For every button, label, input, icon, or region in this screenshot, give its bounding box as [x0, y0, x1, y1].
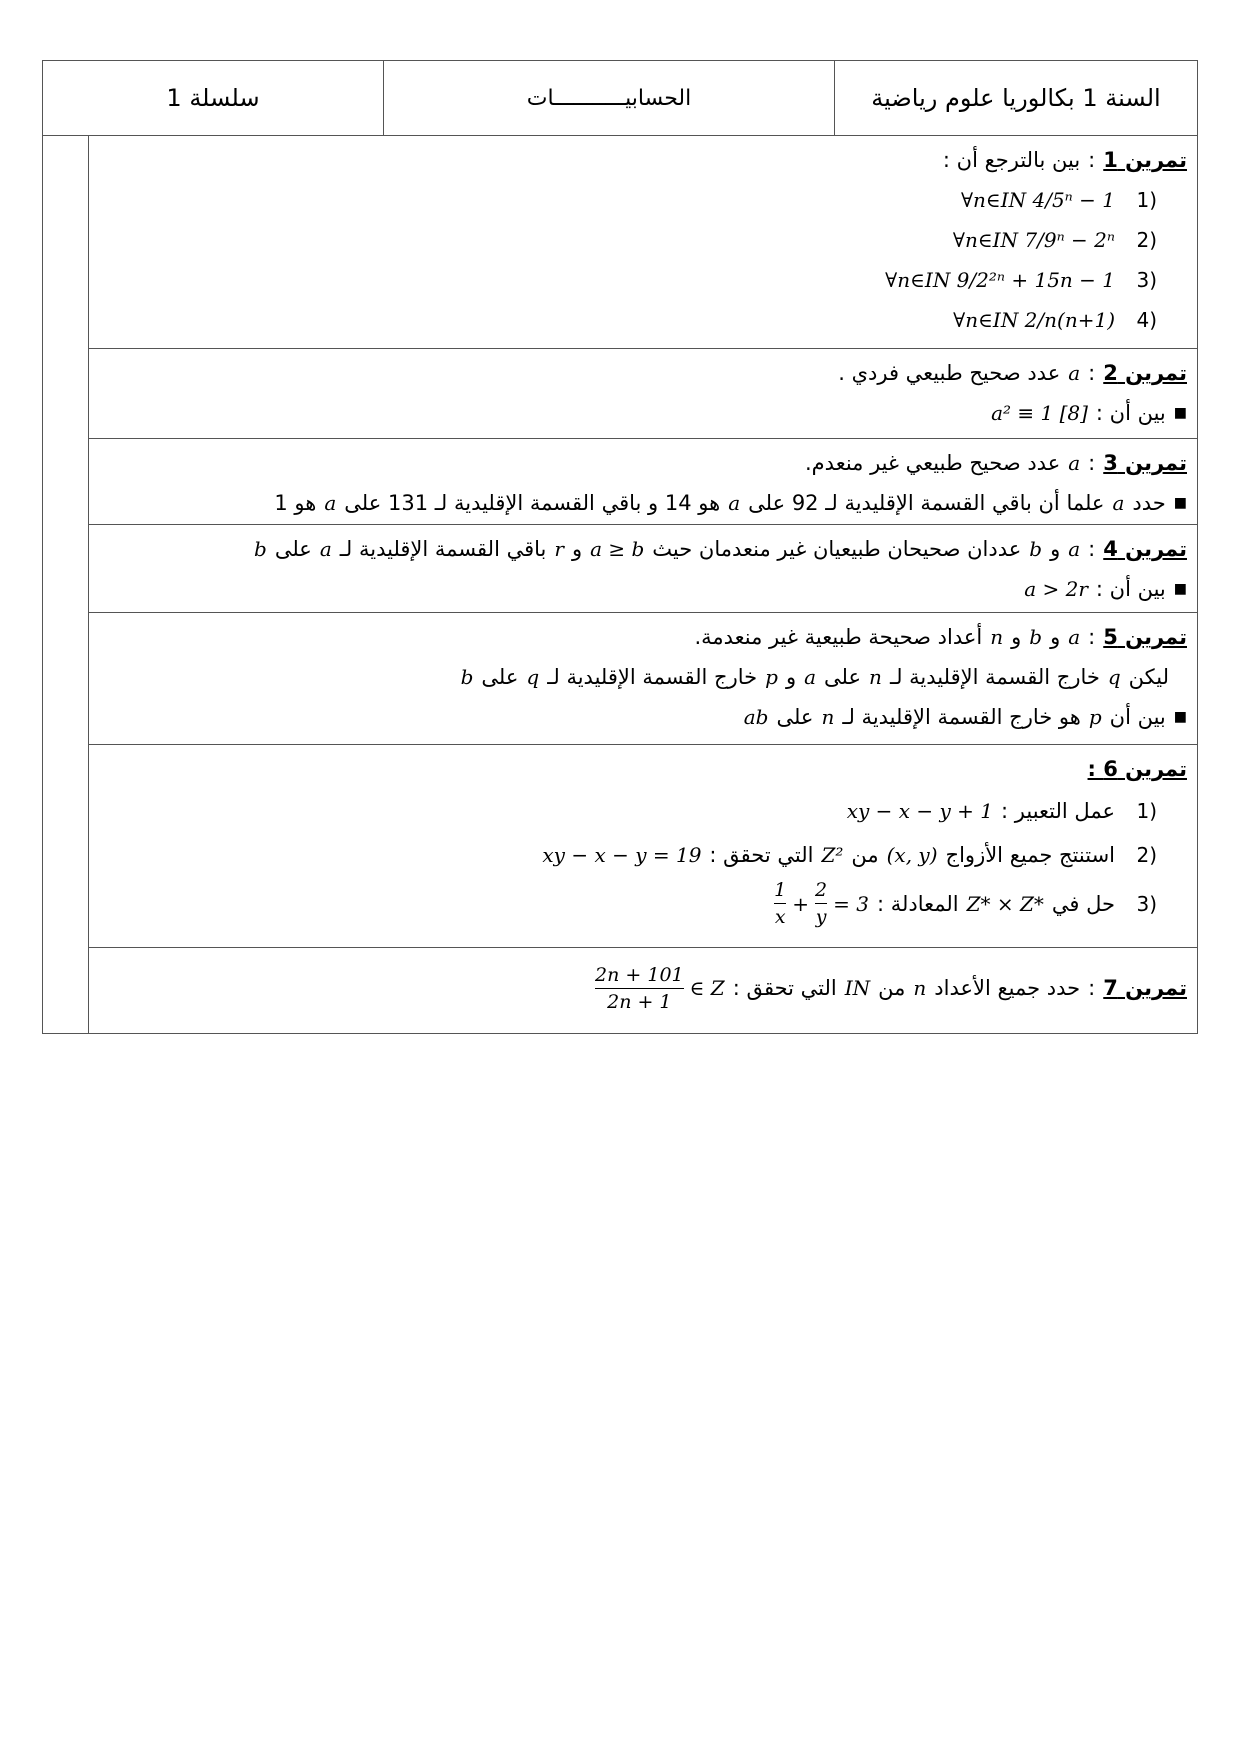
exercise-7-title: تمرين 7 [1103, 976, 1187, 1000]
exercise-4: تمرين 4 : a و b عددان صحيحان طبيعيان غير منعدمان حيث a ≥ b و r باقي القسمة الإقليدية لـ a على b ■ بين أن : a > 2r [89, 525, 1197, 613]
level-cell: السنة 1 بكالوريا علوم رياضية [834, 61, 1197, 135]
series-cell: سلسلة 1 [166, 84, 260, 112]
header-table [42, 60, 1198, 136]
exercise-1-intro: بين بالترجع أن : [942, 148, 1081, 172]
topic-cell: الحسابيـــــــــــات [383, 61, 834, 135]
margin-column [43, 136, 89, 1033]
exercise-1-item: (4 ∀n∈IN 2/n(n+1) [953, 308, 1157, 332]
exercise-3-title: تمرين 3 [1103, 451, 1187, 475]
exercises-table [42, 136, 1198, 1034]
exercise-1-item: (1 ∀n∈IN 4/5ⁿ − 1 [960, 188, 1157, 212]
fraction: $\frac{1}{x}$ [774, 879, 787, 928]
bullet-icon: ■ [1173, 709, 1187, 725]
fraction: $\frac{2n + 101}{2n + 1}$ [595, 963, 684, 1013]
exercise-7: تمرين 7 : حدد جميع الأعداد n من IN التي تحقق : $\frac{2n + 101}{2n + 1}$ ∈ Z [89, 948, 1197, 1034]
exercise-6-title: تمرين 6 : [1087, 757, 1187, 781]
exercise-3: تمرين 3 : a عدد صحيح طبيعي غير منعدم. ■ حدد a علما أن باقي القسمة الإقليدية لـ 92 على a هو 14 و باقي القسمة الإقليدية لـ 131 على a هو 1 [89, 439, 1197, 525]
exercise-6: تمرين 6 : (1 عمل التعبير : xy − x − y + 1 (2 استنتج جميع الأزواج (x, y) من Z² التي تحقق : xy − x − y = 19 (3 حل في Z* × Z* المعادلة : $\frac{1}{x}$ + $\frac{2}{y}$ = 3 [89, 745, 1197, 948]
exercise-1-item: (2 ∀n∈IN 7/9ⁿ − 2ⁿ [952, 228, 1157, 252]
exercise-1-title: تمرين 1 [1103, 148, 1187, 172]
bullet-icon: ■ [1173, 581, 1187, 597]
equation: $\frac{1}{x}$ + $\frac{2}{y}$ = 3 [774, 879, 869, 928]
exercise-2-title: تمرين 2 [1103, 361, 1187, 385]
bullet-icon: ■ [1173, 495, 1187, 511]
bullet-icon: ■ [1173, 405, 1187, 421]
exercise-2: تمرين 2 : a عدد صحيح طبيعي فردي . ■ بين أن : a² ≡ 1 [8] [89, 349, 1197, 439]
exercise-4-title: تمرين 4 [1103, 537, 1187, 561]
fraction: $\frac{2}{y}$ [815, 879, 828, 928]
exercise-1-item: (3 ∀n∈IN 9/2²ⁿ + 15n − 1 [885, 268, 1157, 292]
exercise-1: تمرين 1 : بين بالترجع أن : (1 ∀n∈IN 4/5ⁿ − 1 (2 ∀n∈IN 7/9ⁿ − 2ⁿ (3 ∀n∈IN 9/2²ⁿ + 15n − 1 (4 ∀n∈IN 2/n(n+1) [89, 136, 1197, 349]
condition: $\frac{2n + 101}{2n + 1}$ ∈ Z [595, 963, 725, 1013]
exercise-5: تمرين 5 : a و b و n أعداد صحيحة طبيعية غير منعدمة. ليكن q خارج القسمة الإقليدية لـ n على a و p خارج القسمة الإقليدية لـ q على b ■ بين أن p هو خارج القسمة الإقليدية لـ n على ab [89, 613, 1197, 745]
exercise-5-title: تمرين 5 [1103, 625, 1187, 649]
